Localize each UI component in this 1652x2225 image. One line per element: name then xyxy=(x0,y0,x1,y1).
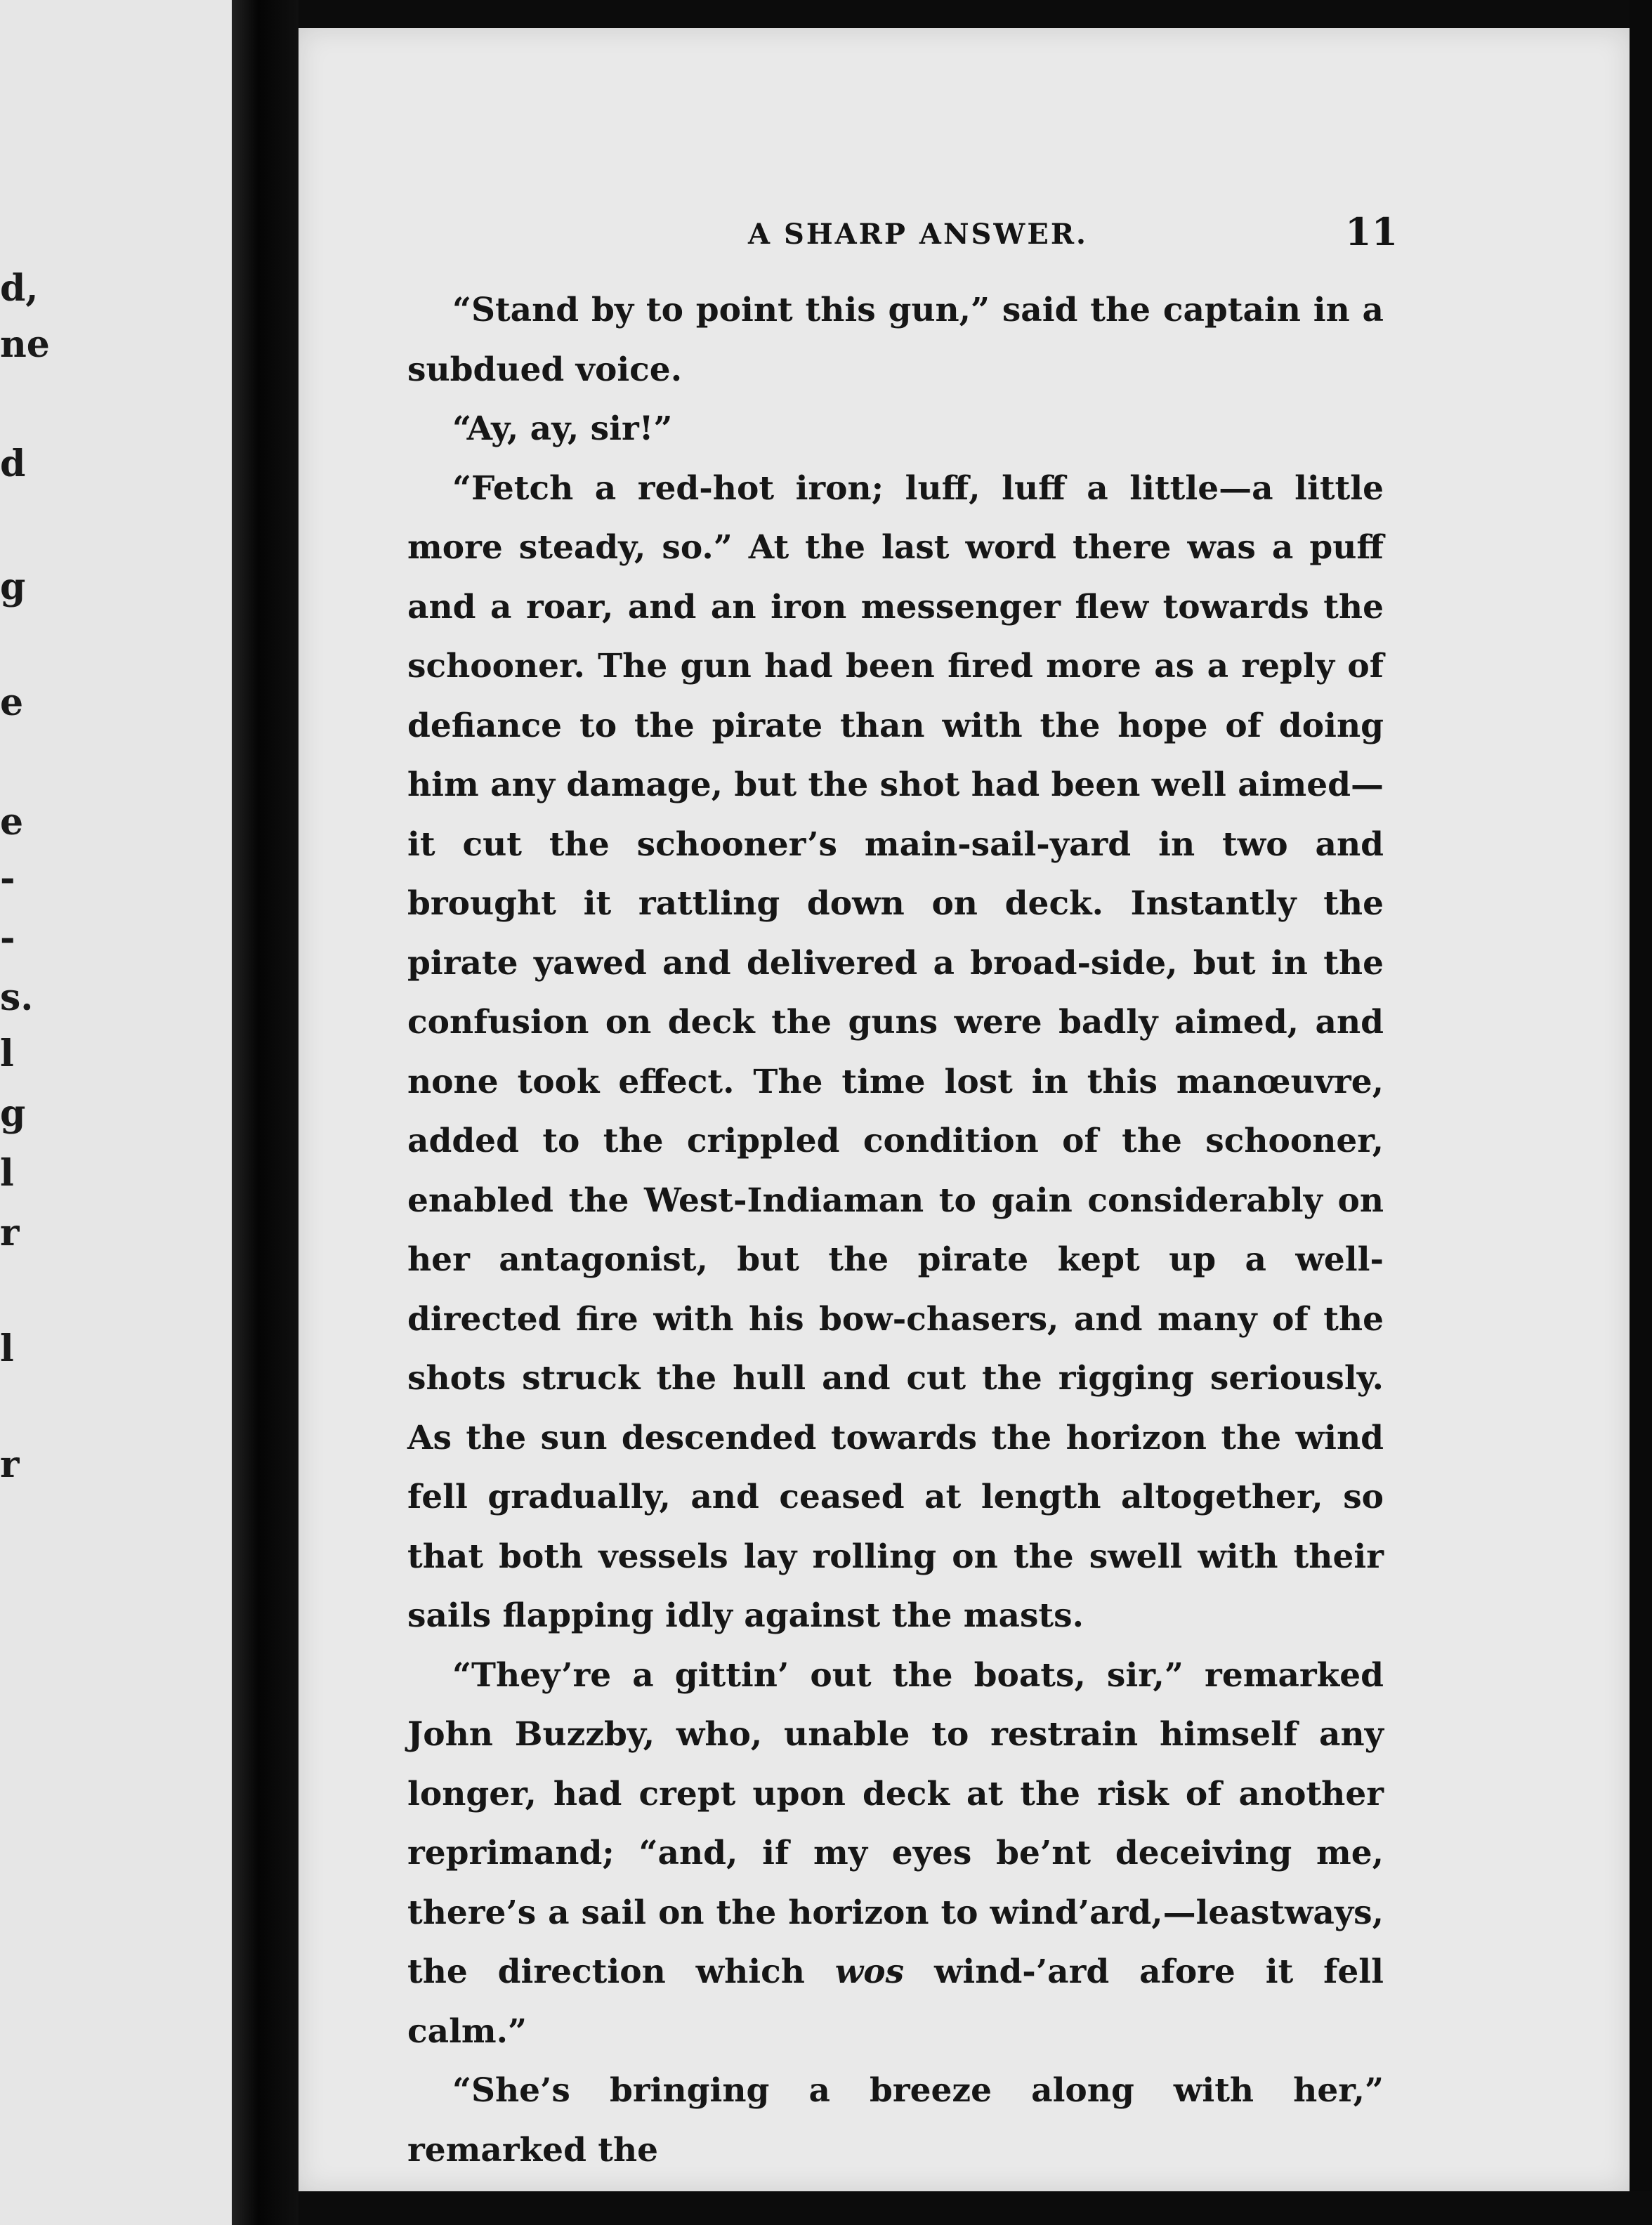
left-margin-fragment: d xyxy=(0,442,26,485)
scan-bottom-edge xyxy=(299,2191,1652,2225)
paragraph: “Fetch a red-hot iron; luff, luff a little—a little more steady, so.” At the last word there was a puff and a roar, and an iron messenger flew towards the schooner. The gun had been fired more as a reply of defiance to the pirate than with the hope of doing him any damage, but the shot had been well aimed—it cut the schooner’s main-sail-yard in two and brought it rattling down on deck. Instantly the pirate yawed and delivered a broad-side, but in the confusion on deck the guns were badly aimed, and none took effect. The time lost in this manœuvre, added to the crippled condition of the schooner, enabled the West-Indiaman to gain considerably on her antagonist, but the pirate kept up a well-directed fire with his bow-chasers, and many of the shots struck the hull and cut the rigging seriously. As the sun descended towards the horizon the wind fell gradually, and ceased at length altogether, so that both vessels lay rolling on the swell with their sails flapping idly against the masts. xyxy=(407,468,1384,1635)
paragraph-text: wind-’ard afore it fell calm.” xyxy=(407,1952,1384,2051)
book-page xyxy=(299,28,1630,2191)
italic-word: wos xyxy=(834,1952,905,1991)
left-margin-fragment: e xyxy=(0,801,24,844)
left-margin-fragment: s. xyxy=(0,976,34,1019)
left-margin-fragment: r xyxy=(0,1212,20,1254)
left-margin-fragment: e xyxy=(0,681,24,724)
paragraph xyxy=(407,1646,1384,2062)
running-head: A SHARP ANSWER. xyxy=(748,218,1088,251)
left-margin-fragment: - xyxy=(0,857,15,900)
left-margin-fragment: l xyxy=(0,1327,14,1370)
page-number: 11 xyxy=(1345,209,1398,254)
book-gutter xyxy=(232,0,299,2225)
left-margin-fragment: ne xyxy=(0,323,50,366)
left-margin-fragment: r xyxy=(0,1443,20,1486)
paragraph-text: “They’re a gittin’ out the boats, sir,” remarked John Buzzby, who, unable to restrain himself any longer, had crept upon deck at the risk of another reprimand; “and, if my eyes be’nt deceiving me, there’s a sail on the horizon to wind’ard,—leastways, the direction which xyxy=(407,1655,1384,1991)
left-facing-page xyxy=(0,0,232,2225)
left-margin-fragment: d, xyxy=(0,267,39,310)
paragraph: “She’s bringing a breeze along with her,” remarked the xyxy=(407,2071,1384,2170)
left-margin-fragment: l xyxy=(0,1032,14,1075)
left-margin-fragment: - xyxy=(0,917,15,959)
left-margin-fragment: l xyxy=(0,1152,14,1195)
paragraph: “Ay, ay, sir!” xyxy=(452,409,673,448)
paragraph: “Stand by to point this gun,” said the captain in a subdued voice. xyxy=(407,291,1384,389)
scan-edge xyxy=(1630,0,1652,2225)
body-text xyxy=(407,281,1384,2180)
page-header xyxy=(299,204,1630,260)
left-margin-fragment: g xyxy=(0,1092,26,1135)
left-margin-fragment: g xyxy=(0,565,26,608)
